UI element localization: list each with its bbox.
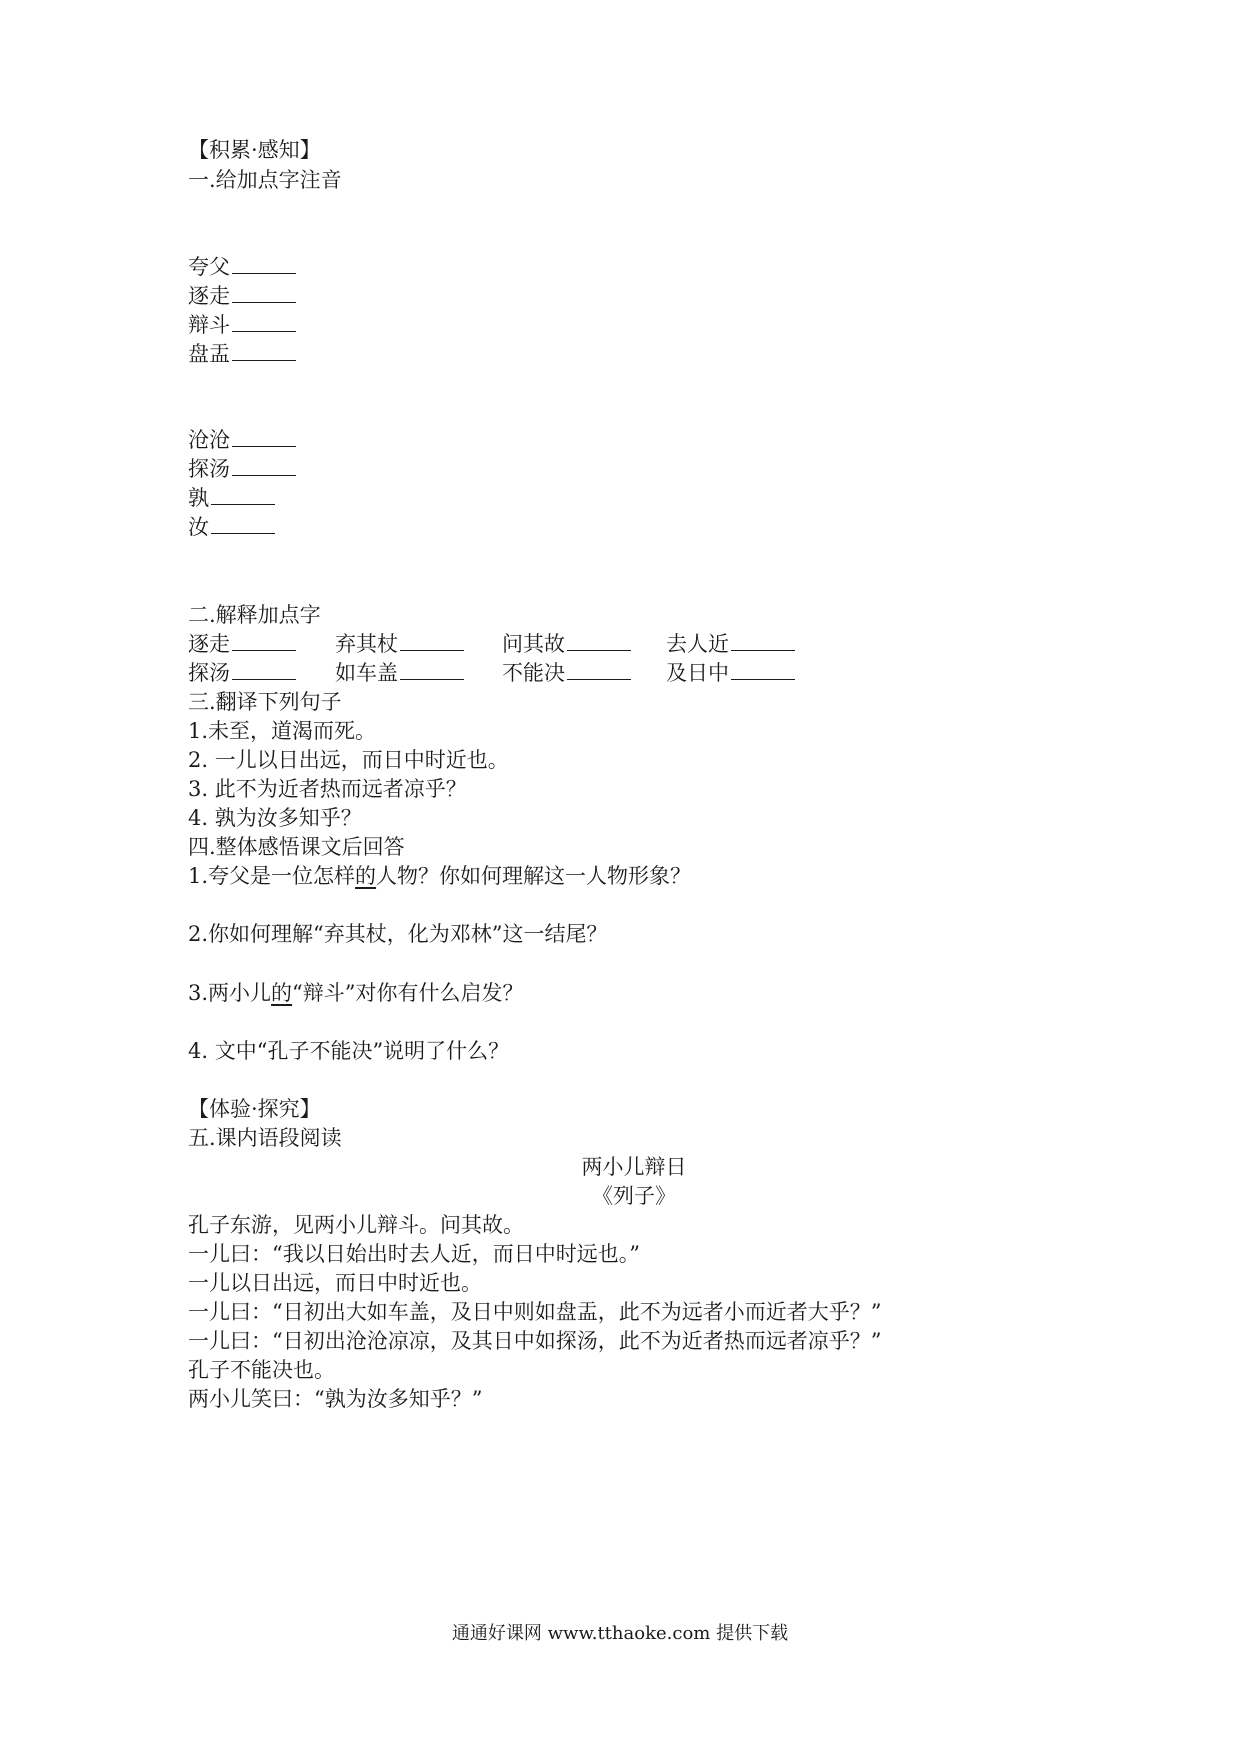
answer-blank[interactable] — [232, 284, 296, 303]
translation-item: 4. 孰为汝多知乎？ — [188, 806, 362, 830]
definition-item: 逐走 — [188, 630, 296, 658]
translation-item: 3. 此不为近者热而远者凉乎？ — [188, 777, 467, 801]
phonetic-item: 沧沧 — [188, 426, 296, 454]
answer-blank[interactable] — [232, 255, 296, 274]
definition-item: 问其故 — [502, 630, 631, 658]
translation-item: 2. 一儿以日出远，而日中时近也。 — [188, 748, 509, 772]
definition-item: 探汤 — [188, 659, 296, 687]
answer-blank[interactable] — [400, 632, 464, 651]
answer-blank[interactable] — [211, 515, 275, 534]
phonetic-item: 夸父 — [188, 253, 296, 281]
comprehension-item-1: 1.夸父是一位怎样的人物？你如何理解这一人物形象？ — [188, 864, 692, 888]
translation-item: 1.未至，道渴而死。 — [188, 719, 377, 743]
passage-source: 《列子》 — [592, 1184, 676, 1208]
section-heading-accumulate: 【积累·感知】 — [188, 138, 321, 162]
answer-blank[interactable] — [232, 342, 296, 361]
passage-line: 孔子东游，见两小儿辩斗。问其故。 — [188, 1213, 524, 1237]
passage-line: 一儿曰：“日初出沧沧凉凉，及其日中如探汤，此不为近者热而远者凉乎？” — [188, 1329, 882, 1353]
phonetic-item: 孰 — [188, 484, 275, 512]
passage-title: 两小儿辩日 — [581, 1155, 687, 1179]
passage-line: 一儿曰：“我以日始出时去人近，而日中时远也。” — [188, 1242, 640, 1266]
answer-blank[interactable] — [731, 661, 795, 680]
comprehension-item-2: 2.你如何理解“弃其杖，化为邓林”这一结尾？ — [188, 922, 608, 946]
answer-blank[interactable] — [232, 428, 296, 447]
answer-blank[interactable] — [232, 632, 296, 651]
definition-item: 去人近 — [666, 630, 795, 658]
answer-blank[interactable] — [232, 457, 296, 476]
question-2-title: 二.解释加点字 — [188, 603, 321, 627]
answer-blank[interactable] — [567, 632, 631, 651]
definition-item: 不能决 — [502, 659, 631, 687]
phonetic-item: 逐走 — [188, 282, 296, 310]
passage-line: 孔子不能决也。 — [188, 1358, 335, 1382]
answer-blank[interactable] — [211, 486, 275, 505]
definition-item: 如车盖 — [335, 659, 464, 687]
question-1-title: 一.给加点字注音 — [188, 168, 342, 192]
definition-item: 弃其杖 — [335, 630, 464, 658]
passage-line: 两小儿笑曰：“孰为汝多知乎？” — [188, 1387, 483, 1411]
comprehension-item-3: 3.两小儿的“辩斗”对你有什么启发？ — [188, 981, 524, 1005]
definition-row-1 — [188, 630, 888, 658]
phonetic-item: 辩斗 — [188, 311, 296, 339]
answer-blank[interactable] — [232, 661, 296, 680]
passage-line: 一儿曰：“日初出大如车盖，及日中则如盘盂，此不为远者小而近者大乎？” — [188, 1300, 882, 1324]
answer-blank[interactable] — [400, 661, 464, 680]
phonetic-item: 汝 — [188, 513, 275, 541]
passage-line: 一儿以日出远，而日中时近也。 — [188, 1271, 482, 1295]
question-5-title: 五.课内语段阅读 — [188, 1126, 342, 1150]
section-heading-explore: 【体验·探究】 — [188, 1097, 321, 1121]
answer-blank[interactable] — [731, 632, 795, 651]
phonetic-item: 盘盂 — [188, 340, 296, 368]
answer-blank[interactable] — [232, 313, 296, 332]
page-footer: 通通好课网 www.tthaoke.com 提供下载 — [451, 1623, 789, 1644]
definition-row-2 — [188, 659, 888, 687]
answer-blank[interactable] — [567, 661, 631, 680]
definition-item: 及日中 — [666, 659, 795, 687]
comprehension-item-4: 4. 文中“孔子不能决”说明了什么？ — [188, 1039, 510, 1063]
question-3-title: 三.翻译下列句子 — [188, 690, 342, 714]
phonetic-item: 探汤 — [188, 455, 296, 483]
question-4-title: 四.整体感悟课文后回答 — [188, 835, 405, 859]
